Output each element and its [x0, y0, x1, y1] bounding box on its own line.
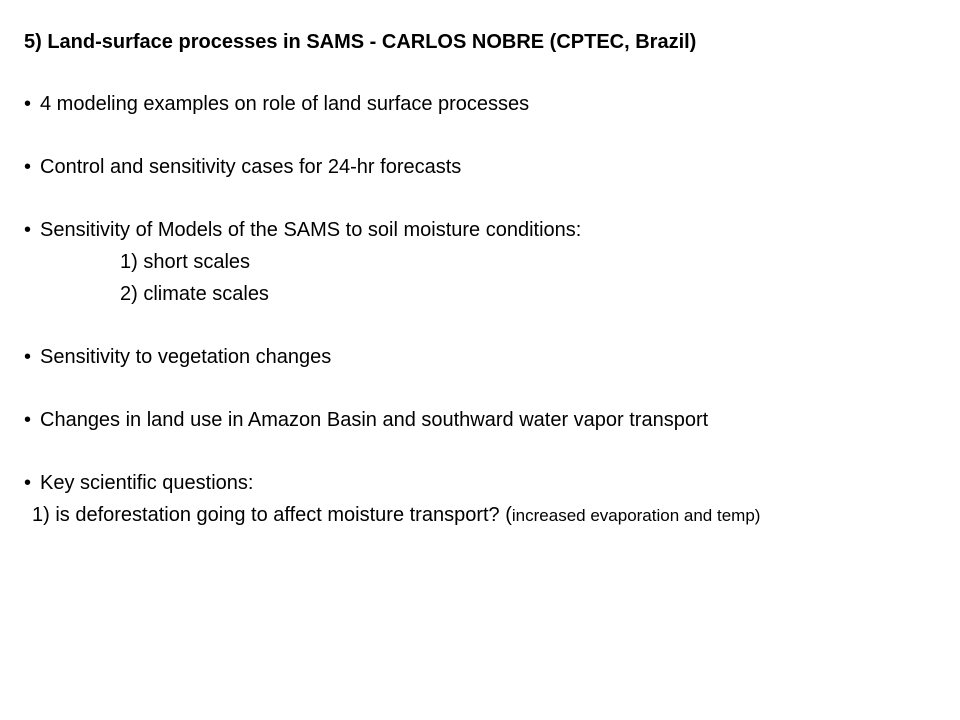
- bullet-text: Sensitivity to vegetation changes: [40, 346, 332, 368]
- bullet-item: [24, 218, 581, 242]
- bullet-glyph: •: [24, 156, 32, 178]
- bullet-glyph: •: [24, 93, 32, 115]
- bullet-item: [24, 408, 708, 432]
- bullet-text: Changes in land use in Amazon Basin and southward water vapor transport: [40, 409, 709, 431]
- sub-item: 2) climate scales: [120, 283, 269, 305]
- sub-item: 1) short scales: [120, 251, 251, 273]
- question-note: increased evaporation and temp): [511, 506, 761, 525]
- bullet-glyph: •: [24, 472, 32, 494]
- bullet-text: 4 modeling examples on role of land surface processes: [40, 93, 530, 115]
- bullet-item: [24, 345, 331, 369]
- bullet-glyph: •: [24, 346, 32, 368]
- bullet-item: [24, 155, 461, 179]
- bullet-text: Key scientific questions:: [40, 472, 254, 494]
- bullet-glyph: •: [24, 219, 32, 241]
- bullet-glyph: •: [24, 409, 32, 431]
- bullet-text: Control and sensitivity cases for 24-hr forecasts: [40, 156, 462, 178]
- bullet-item: [24, 471, 253, 495]
- bullet-item: [24, 92, 529, 116]
- slide-title: 5) Land-surface processes in SAMS - CARLOS NOBRE (CPTEC, Brazil): [24, 31, 697, 53]
- bullet-text: Sensitivity of Models of the SAMS to soil moisture conditions:: [40, 219, 582, 241]
- question-item: [32, 503, 760, 528]
- question-text: 1) is deforestation going to affect moisture transport? (: [32, 504, 512, 526]
